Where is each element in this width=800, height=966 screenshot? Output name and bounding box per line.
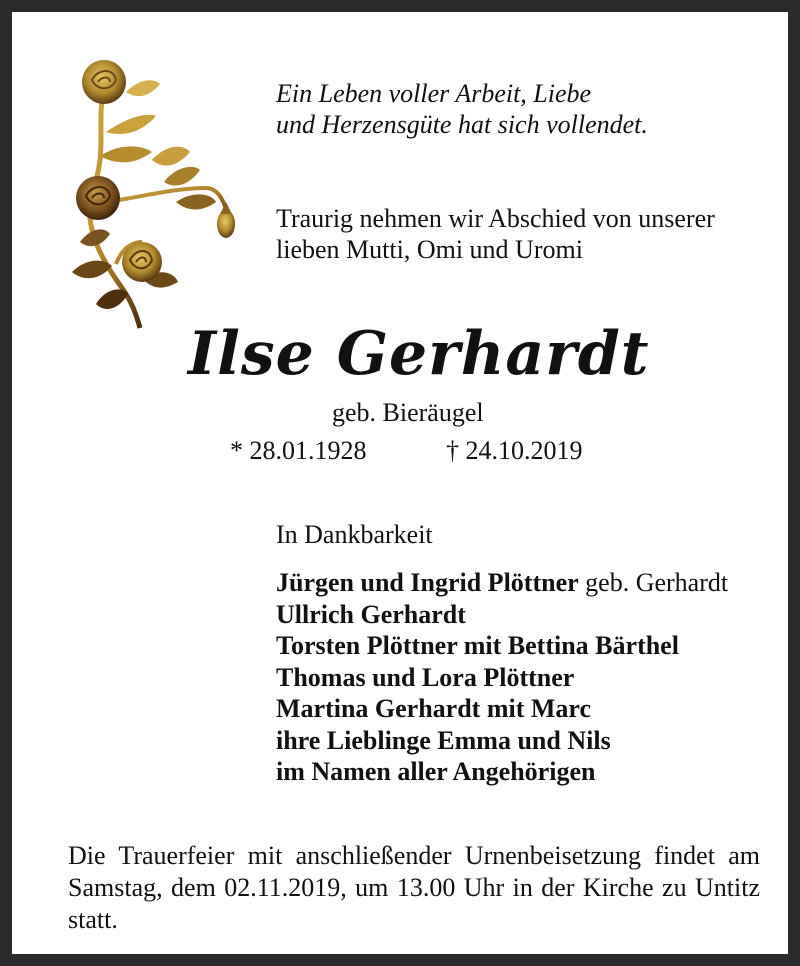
rose-illustration-icon [56, 52, 246, 334]
intro-line: Traurig nehmen wir Abschied von unserer [276, 204, 715, 233]
mourner-name: Torsten Plöttner mit Bettina Bärthel [276, 631, 679, 660]
birth-name: geb. Bieräugel [332, 398, 484, 427]
mourner-entry [276, 693, 776, 725]
mourner-entry [276, 662, 776, 694]
intro-line: lieben Mutti, Omi und Uromi [276, 235, 583, 264]
mourner-entry [276, 599, 776, 631]
mourner-entry [276, 630, 776, 662]
thanks-line: In Dankbarkeit [276, 520, 433, 549]
mourner-entry [276, 725, 776, 757]
birth-date: * 28.01.1928 [230, 436, 367, 465]
farewell-intro [276, 203, 760, 265]
motto-line: und Herzensgüte hat sich vollendet. [276, 110, 648, 139]
mourner-note: geb. Gerhardt [578, 568, 729, 597]
mourner-entry [276, 567, 776, 599]
deceased-name: Ilse Gerhardt [188, 319, 650, 389]
mourner-entry [276, 756, 776, 788]
mourner-name: Jürgen und Ingrid Plöttner [276, 568, 579, 597]
mourner-name: im Namen aller Angehörigen [276, 757, 596, 786]
death-date: † 24.10.2019 [446, 436, 583, 465]
mourner-name: Ullrich Gerhardt [276, 599, 466, 629]
mourner-name: Thomas und Lora Plöttner [276, 662, 575, 692]
mourners-list [276, 567, 776, 788]
mourner-name: Martina Gerhardt mit Marc [276, 694, 592, 723]
funeral-service-notice: Die Trauerfeier mit anschließender Urnenbeisetzung findet am Samstag, dem 02.11.2019, um 13.00 Uhr in der Kirche zu Untitz statt. [68, 841, 760, 934]
motto-quote [276, 78, 736, 140]
motto-line: Ein Leben voller Arbeit, Liebe [276, 79, 592, 108]
mourner-name: ihre Lieblinge Emma und Nils [276, 725, 611, 755]
